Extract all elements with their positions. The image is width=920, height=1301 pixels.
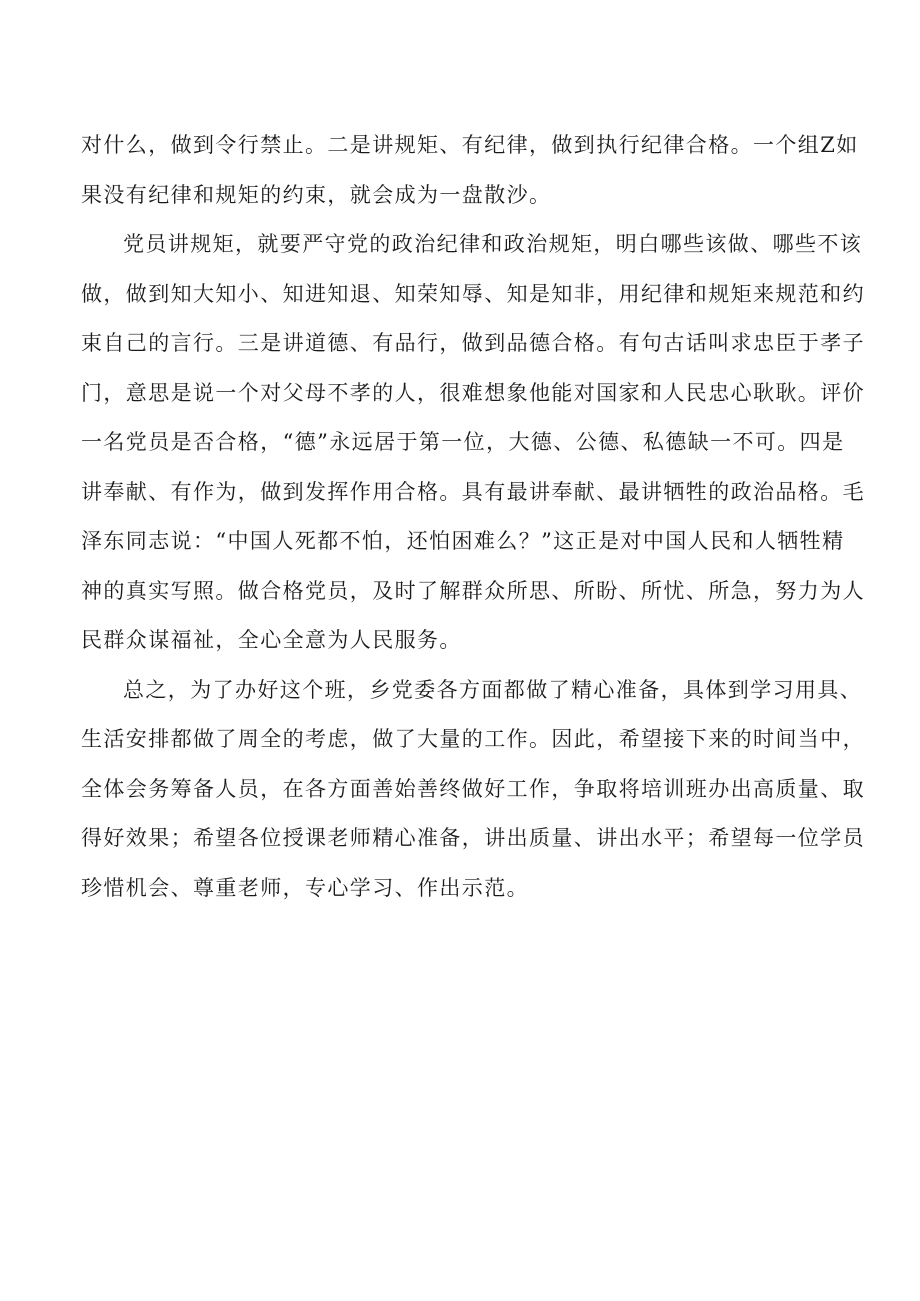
text-line: 得好效果；希望各位授课老师精心准备，讲出质量、讲出水平；希望每一位学员 — [81, 826, 865, 850]
text-line: 果没有纪律和规矩的约束，就会成为一盘散沙。 — [81, 182, 552, 207]
text-line: 束自己的言行。三是讲道德、有品行，做到品德合格。有句古话叫求忠臣于孝子 — [81, 331, 865, 355]
text-line: 神的真实写照。做合格党员，及时了解群众所思、所盼、所忧、所急，努力为人 — [81, 578, 865, 603]
text-line: 民群众谋福祉，全心全意为人民服务。 — [81, 628, 462, 652]
document-body — [81, 121, 865, 913]
paragraph-conclusion — [81, 666, 865, 914]
text-line: 党员讲规矩，就要严守党的政治纪律和政治规矩，明白哪些该做、哪些不该 — [123, 232, 863, 256]
text-line: 泽东同志说：“中国人死都不怕，还怕困难么？”这正是对中国人民和人牺牲精 — [81, 529, 845, 553]
text-line: 一名党员是否合格，“德”永远居于第一位，大德、公德、私德缺一不可。四是 — [81, 430, 845, 454]
text-line: 讲奉献、有作为，做到发挥作用合格。具有最讲奉献、最讲牺牲的政治品格。毛 — [81, 479, 865, 504]
text-line: 生活安排都做了周全的考虑，做了大量的工作。因此，希望接下来的时间当中， — [81, 727, 865, 751]
text-line: 珍惜机会、尊重老师，专心学习、作出示范。 — [81, 875, 529, 900]
text-line: 对什么，做到令行禁止。二是讲规矩、有纪律，做到执行纪律合格。一个组Z如 — [81, 133, 859, 157]
text-line: 全体会务筹备人员，在各方面善始善终做好工作，争取将培训班办出高质量、取 — [81, 776, 865, 801]
paragraph-continuation — [81, 121, 859, 220]
paragraph-party-rules — [81, 220, 865, 666]
text-line: 总之，为了办好这个班，乡党委各方面都做了精心准备，具体到学习用具、 — [123, 677, 863, 702]
text-line: 做，做到知大知小、知进知退、知荣知辱、知是知非，用纪律和规矩来规范和约 — [81, 281, 865, 306]
text-line: 门，意思是说一个对父母不孝的人，很难想象他能对国家和人民忠心耿耿。评价 — [81, 380, 865, 405]
